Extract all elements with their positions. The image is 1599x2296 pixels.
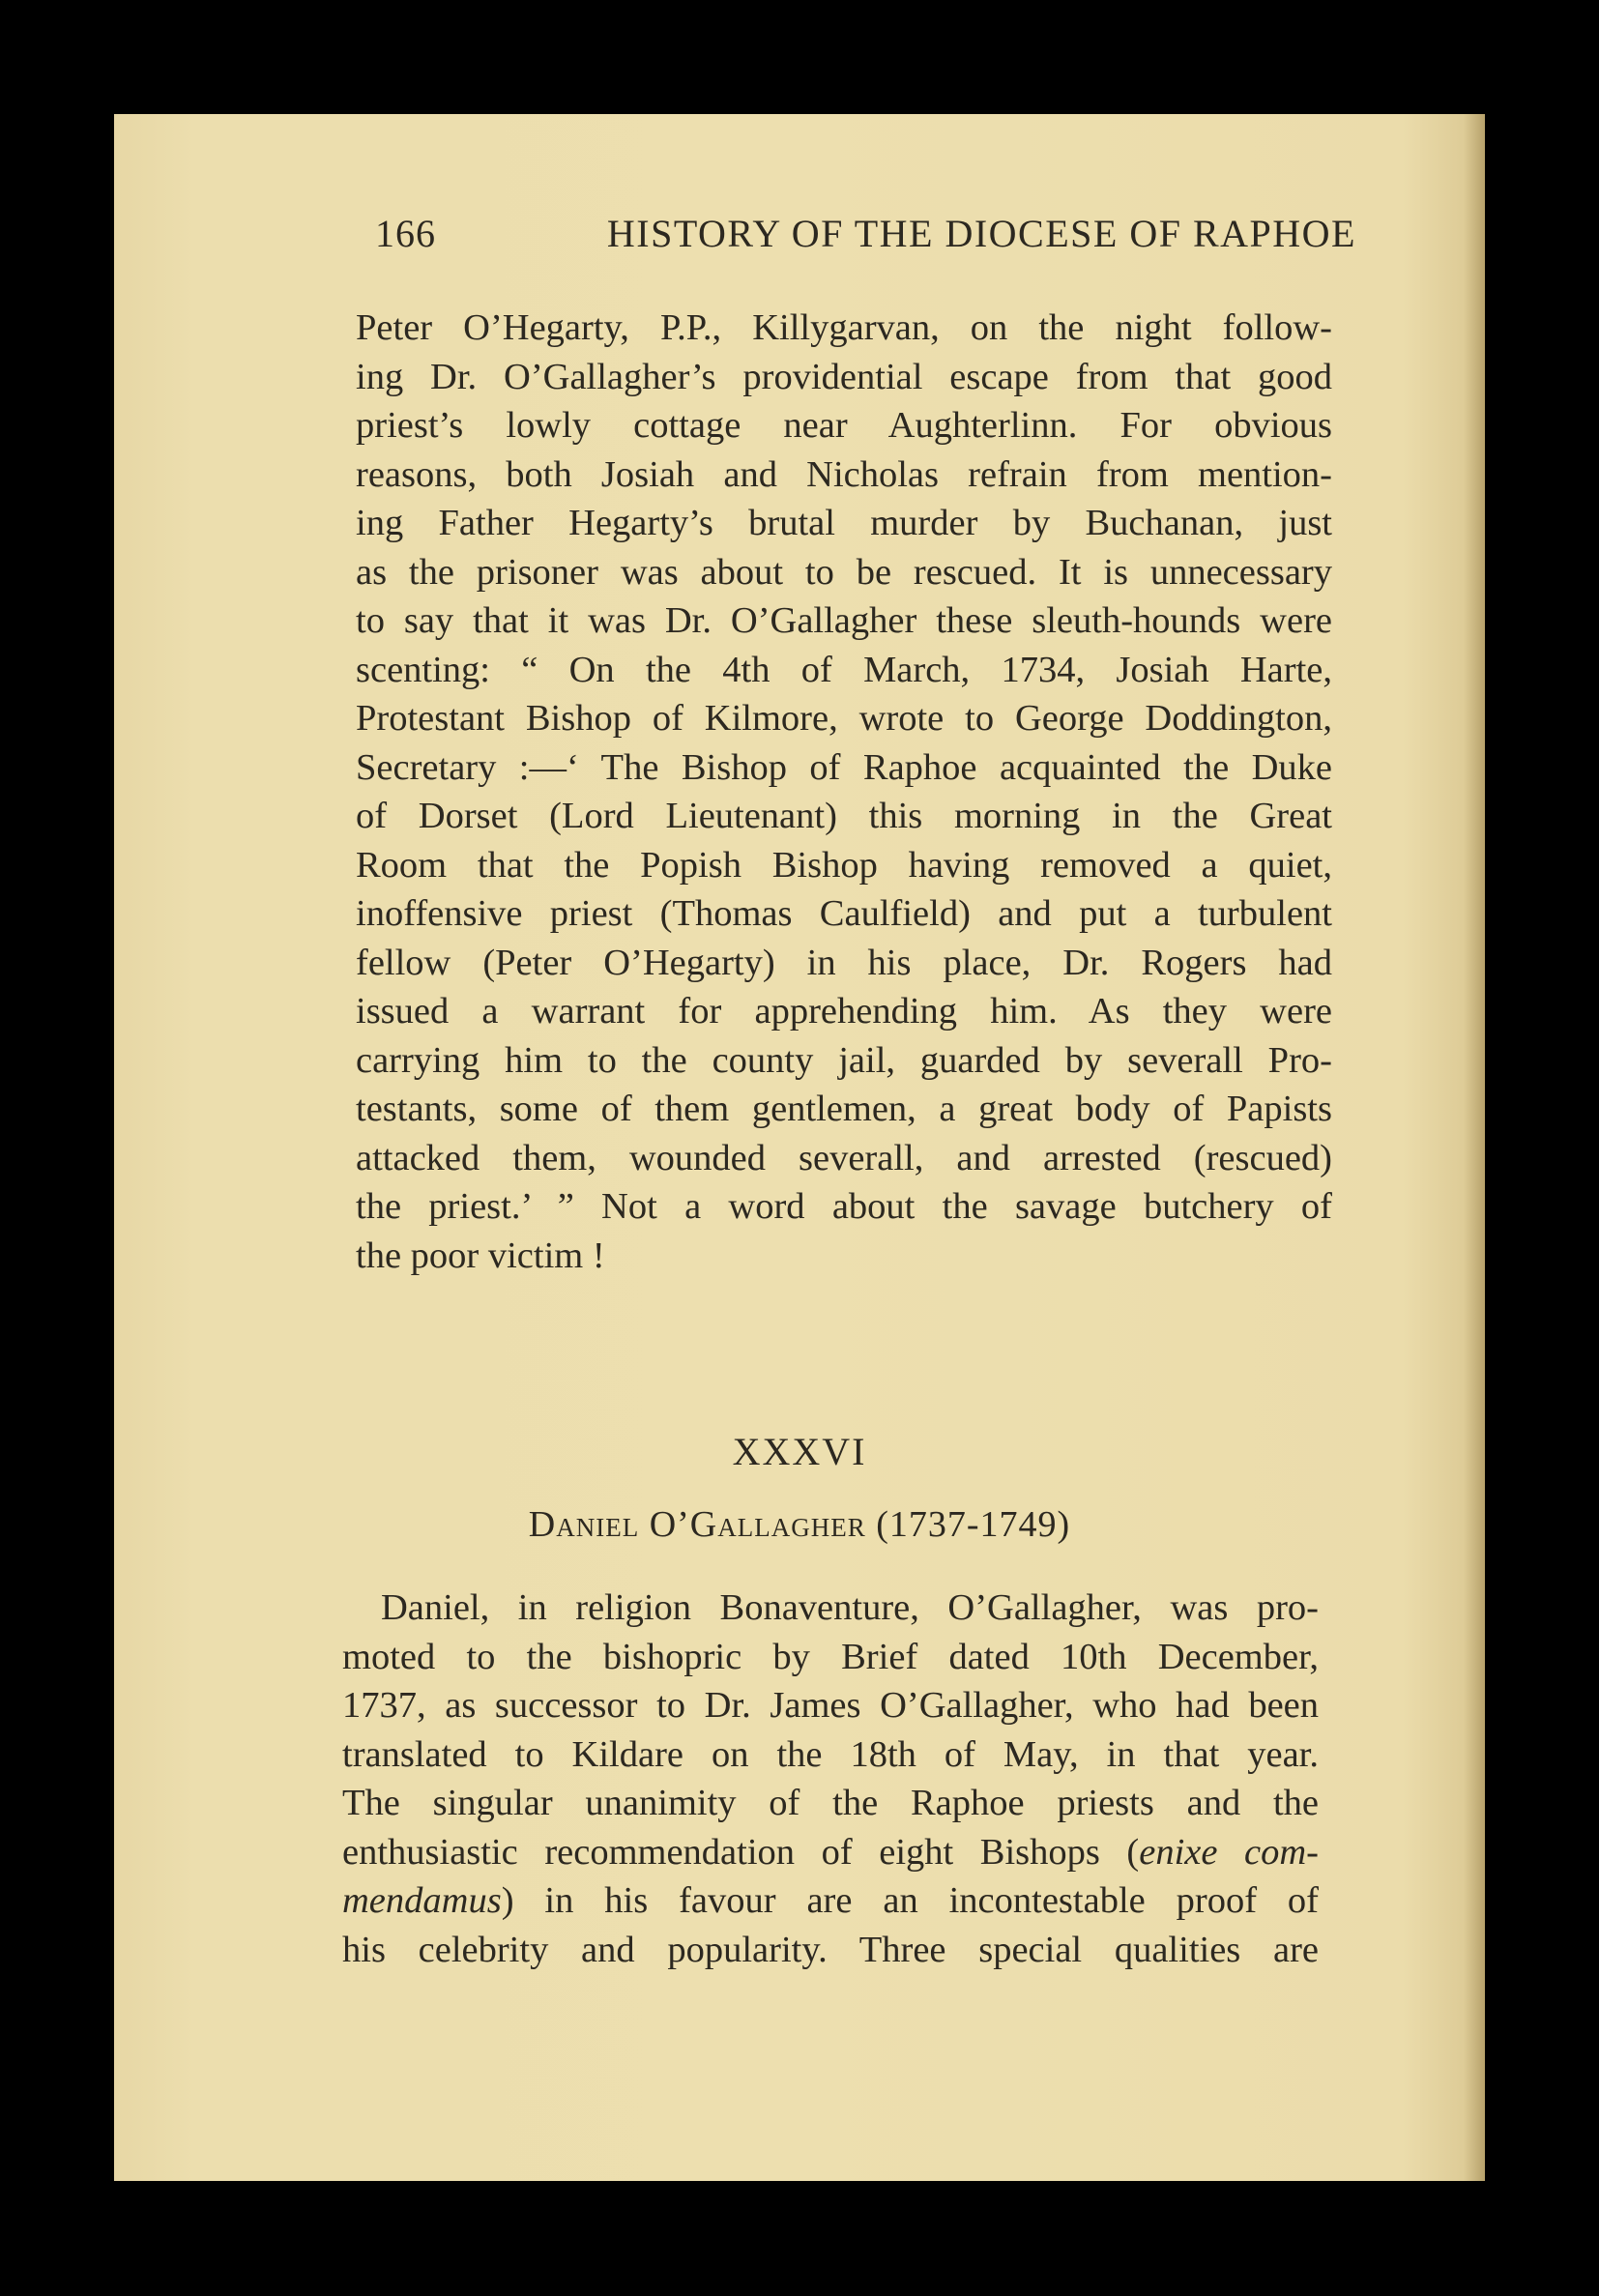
text-line: ing Dr. O’Gallagher’s providential escape from that good — [356, 356, 1332, 397]
text-line: reasons, both Josiah and Nicholas refrain from mention- — [356, 453, 1332, 495]
text-line: issued a warrant for apprehending him. As they were — [356, 991, 1332, 1032]
text-line: inoffensive priest (Thomas Caulfield) and put a turbulent — [356, 893, 1332, 934]
text-line: of Dorset (Lord Lieutenant) this morning in the Great — [356, 796, 1332, 836]
text-line: moted to the bishopric by Brief dated 10th December, — [342, 1636, 1319, 1677]
text-line: ing Father Hegarty’s brutal murder by Buchanan, just — [356, 503, 1332, 543]
running-title: HISTORY OF THE DIOCESE OF RAPHOE — [606, 212, 1356, 255]
text-line: Daniel, in religion Bonaventure, O’Gallagher, was pro- — [381, 1587, 1319, 1628]
text-line: translated to Kildare on the 18th of May, in that year. — [342, 1733, 1319, 1775]
text-run: enthusiastic recommendation of eight Bishops ( — [342, 1831, 1140, 1873]
text-line: to say that it was Dr. O’Gallagher these sleuth-hounds were — [356, 600, 1332, 641]
text-line: testants, some of them gentlemen, a great body of Papists — [356, 1089, 1332, 1129]
text-line: as the prisoner was about to be rescued. It is unnecessary — [356, 551, 1332, 593]
text-line: his celebrity and popularity. Three special qualities are — [342, 1929, 1319, 1970]
text-line: Room that the Popish Bishop having removed a quiet, — [356, 844, 1332, 886]
chapter-number: XXXVI — [732, 1430, 867, 1473]
text-line: the priest.’ ” Not a word about the savage butchery of — [356, 1186, 1332, 1227]
text-line — [342, 1876, 1319, 1926]
text-line: Peter O’Hegarty, P.P., Killygarvan, on the night follow- — [356, 307, 1332, 348]
chapter-title-text: Daniel O’Gallagher (1737-1749) — [528, 1504, 1071, 1545]
paragraph-chapter-start — [342, 1584, 1319, 1974]
text-line: attacked them, wounded severall, and arrested (rescued) — [356, 1137, 1332, 1178]
latin-phrase: mendamus — [342, 1880, 502, 1921]
text-line: 1737, as successor to Dr. James O’Gallagher, who had been — [342, 1685, 1319, 1726]
text-line: carrying him to the county jail, guarded by severall Pro- — [356, 1039, 1332, 1081]
text-line: Secretary :—‘ The Bishop of Raphoe acquainted the Duke — [356, 746, 1332, 788]
text-line: scenting: “ On the 4th of March, 1734, Josiah Harte, — [356, 649, 1332, 690]
text-line — [342, 1828, 1319, 1877]
book-page — [114, 114, 1485, 2181]
text-line: priest’s lowly cottage near Aughterlinn. For obvious — [356, 405, 1332, 446]
page-number: 166 — [375, 212, 436, 255]
text-line: fellow (Peter O’Hegarty) in his place, Dr. Rogers had — [356, 942, 1332, 983]
paragraph-continued — [356, 304, 1332, 1280]
text-line: Protestant Bishop of Kilmore, wrote to George Doddington, — [356, 698, 1332, 739]
text-line: The singular unanimity of the Raphoe priests and the — [342, 1783, 1319, 1823]
running-head — [375, 211, 1356, 256]
text-line: the poor victim ! — [356, 1235, 605, 1276]
chapter-title — [114, 1503, 1485, 1546]
text-run: ) in his favour are an incontestable proof of — [501, 1880, 1319, 1921]
latin-phrase: enixe com- — [1139, 1831, 1319, 1873]
